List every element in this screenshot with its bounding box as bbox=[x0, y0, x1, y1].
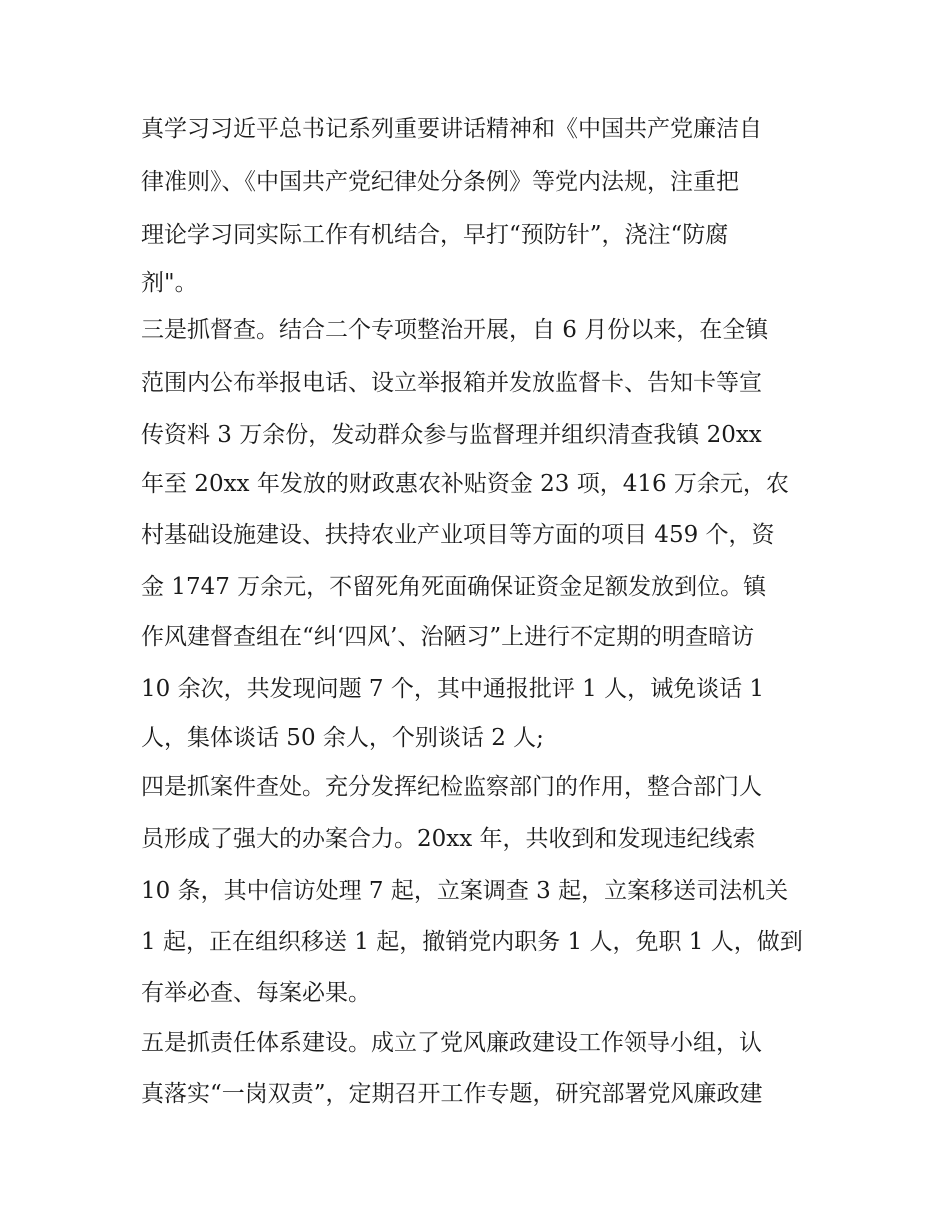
text-line: 金 1747 万余元，不留死角死面确保证资金足额发放到位。镇 bbox=[141, 574, 767, 600]
text-line: 理论学习同实际工作有机结合，早打“预防针”，浇注“防腐 bbox=[141, 222, 729, 248]
text-line: 剂"。 bbox=[141, 270, 198, 296]
text-line: 村基础设施建设、扶持农业产业项目等方面的项目 459 个，资 bbox=[141, 522, 775, 548]
text-line: 四是抓案件查处。充分发挥纪检监察部门的作用，整合部门人 bbox=[141, 774, 762, 800]
text-line: 真落实“一岗双责”，定期召开工作专题，研究部署党风廉政建 bbox=[141, 1081, 763, 1107]
text-line: 1 起，正在组织移送 1 起，撤销党内职务 1 人，免职 1 人，做到 bbox=[141, 929, 803, 955]
text-line: 三是抓督查。结合二个专项整治开展，自 6 月份以来，在全镇 bbox=[141, 317, 769, 343]
text-line: 作风建督查组在“纠‘四风’、治陋习”上进行不定期的明查暗访 bbox=[141, 624, 755, 650]
text-line: 律准则》、《中国共产党纪律处分条例》等党内法规，注重把 bbox=[141, 169, 739, 195]
text-line: 传资料 3 万余份，发动群众参与监督理并组织清查我镇 20xx bbox=[141, 422, 762, 448]
text-line: 员形成了强大的办案合力。20xx 年，共收到和发现违纪线索 bbox=[141, 826, 756, 852]
text-line: 范围内公布举报电话、设立举报箱并发放监督卡、告知卡等宣 bbox=[141, 370, 762, 396]
text-line: 真学习习近平总书记系列重要讲话精神和《中国共产党廉洁自 bbox=[141, 116, 762, 142]
text-line: 年至 20xx 年发放的财政惠农补贴资金 23 项，416 万余元，农 bbox=[141, 471, 789, 497]
text-line: 人，集体谈话 50 余人，个别谈话 2 人; bbox=[141, 725, 544, 751]
text-line: 10 余次，共发现问题 7 个，其中通报批评 1 人，诫免谈话 1 bbox=[141, 676, 765, 702]
text-line: 10 条，其中信访处理 7 起，立案调查 3 起，立案移送司法机关 bbox=[141, 878, 789, 904]
text-line: 有举必查、每案必果。 bbox=[141, 980, 371, 1006]
text-line: 五是抓责任体系建设。成立了党风廉政建设工作领导小组，认 bbox=[141, 1030, 762, 1056]
